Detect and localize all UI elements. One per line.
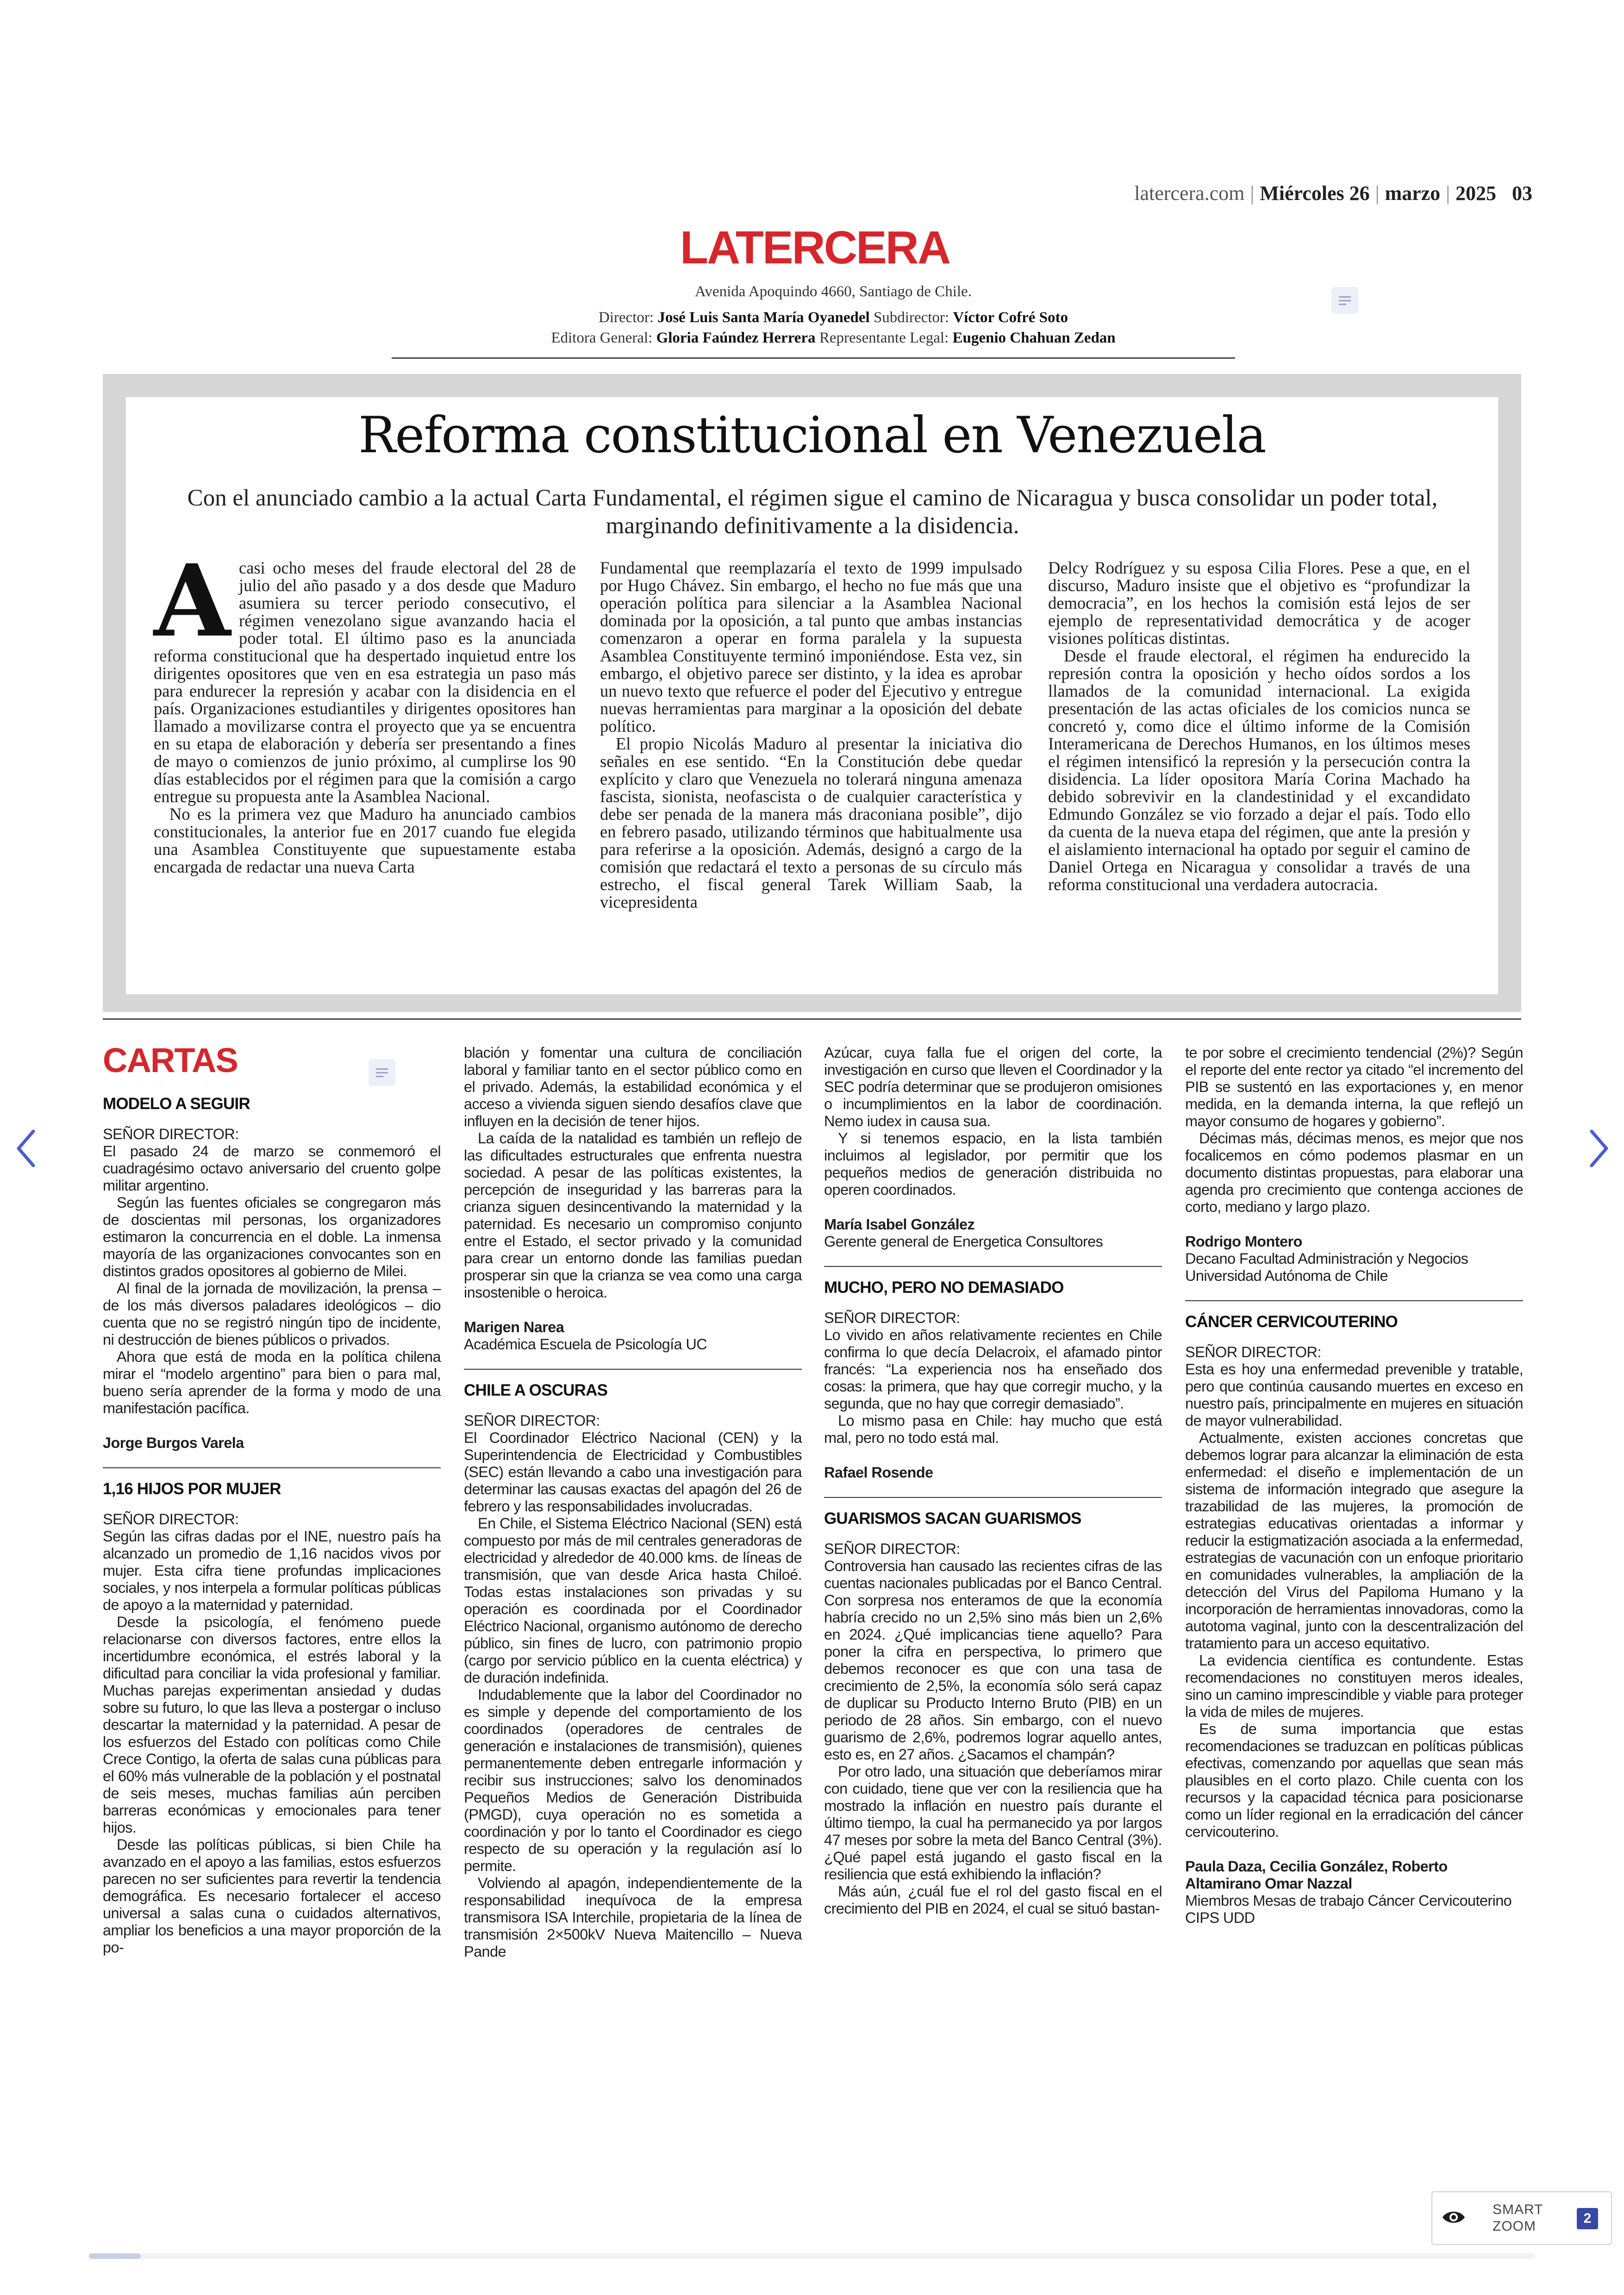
previous-page-button[interactable] xyxy=(9,1123,42,1174)
editora-name: Gloria Faúndez Herrera xyxy=(656,330,816,346)
letter-paragraph: Actualmente, existen acciones concretas que debemos lograr para alcanzar la eliminación de esta enfermedad: el diseño e implementación de un sistema de información integrado que asegure la trazabilidad de las mujeres, la promoción de estrategias educativas orientadas a informar y reducir la estigmatización asociada a la enfermedad, estrategias de vacunación con un enfoque prioritario en comunidades vulnerables, la ampliación de la detección del Virus del Papiloma Humano y la incorporación de herramientas innovadoras, como la autotoma vaginal, junto con la descentralización del tratamiento para un acceso equitativo. xyxy=(1185,1429,1523,1652)
letter-paragraph: Al final de la jornada de movilización, la prensa – de los más diversos paladares ideológicos – dio cuenta que no se registró ningún tipo de incidente, ni destrucción de bienes públicos o privados. xyxy=(103,1280,441,1348)
letters-column-1 xyxy=(103,1091,441,1956)
letter-paragraph: Esta es hoy una enfermedad prevenible y tratable, pero que continúa causando muertes en exceso en nuestro país, principalmente en mujeres en situación de mayor vulnerabilidad. xyxy=(1185,1361,1523,1429)
letter-title: CHILE A OSCURAS xyxy=(464,1381,608,1399)
letter-signer-role: Universidad Autónoma de Chile xyxy=(1185,1267,1388,1284)
letter-paragraph: La caída de la natalidad es también un reflejo de las dificultades estructurales que enfrenta nuestra sociedad. A pesar de las políticas existentes, la percepción de inseguridad y las barreras para la crianza siguen desincentivando la maternidad y la paternidad. Es necesario un compromiso conjunto entre el Estado, el sector privado y la comunidad para crear un entorno donde las familias puedan prosperar sin que la crianza se vea como una carga insostenible o heroica. xyxy=(464,1130,802,1301)
page-number: 03 xyxy=(1512,182,1532,205)
smart-zoom-button[interactable] xyxy=(1431,2191,1612,2245)
editorial-column-1 xyxy=(154,543,576,876)
letter-paragraph: Según las cifras dadas por el INE, nuestro país ha alcanzado un promedio de 1,16 nacidos vivos por mujer. Esta cifra tiene profundas implicaciones sociales, y nos interpela a formular políticas públicas de apoyo a la maternidad y paternidad. xyxy=(103,1528,441,1613)
letter-paragraph: Según las fuentes oficiales se congregaron más de doscientas mil personas, los organizadores estimaron la concurrencia en el doble. La inmensa mayoría de las organizaciones convocantes son en distintos grados opositores al gobierno de Milei. xyxy=(103,1194,441,1279)
letter-salutation: SEÑOR DIRECTOR: xyxy=(824,1540,960,1557)
letter-paragraph: Es de suma importancia que estas recomendaciones se traduzcan en políticas públicas efectivas, comenzando por aquellas que sean más plausibles en el corto plazo. Chile cuenta con los recursos y la capacidad técnica para posicionarse como un líder regional en la erradicación del cáncer cervicouterino. xyxy=(1185,1721,1523,1840)
letter-salutation: SEÑOR DIRECTOR: xyxy=(103,1511,239,1528)
editorial-column-2 xyxy=(600,559,1022,911)
letter-paragraph: Desde las políticas públicas, si bien Chile ha avanzado en el apoyo a las familias, estos esfuerzos parecen no ser suficientes para revertir la tendencia demográfica. Es necesario fortalecer el acceso universal a salas cuna o cuidados alternativos, ampliar los beneficios a una mayor proporción de la po- xyxy=(103,1836,441,1956)
reading-progress-track[interactable] xyxy=(89,2253,1535,2259)
date-month: marzo xyxy=(1385,182,1441,205)
letter-title: MUCHO, PERO NO DEMASIADO xyxy=(824,1278,1064,1297)
page-info: latercera.com | Miércoles 26 | marzo | 2025 03 xyxy=(1134,182,1532,205)
letter-paragraph: Indudablemente que la labor del Coordinador no es simple y depende del comportamiento de los coordinados (operadores de centrales de generación e instalaciones de transmisión), quienes permanentemente deben entregarle información y recibir sus instrucciones; salvo los denominados Pequeños Medios de Generación Distribuida (PMGD), cuya operación no es sometida a coordinación y por lo tanto el Coordinador es ciego respecto de su operación y la regulación así lo permite. xyxy=(464,1686,802,1874)
la-tercera-logo: LATERCERA xyxy=(680,222,950,274)
letter-paragraph: Por otro lado, una situación que deberíamos mirar con cuidado, tiene que ver con la resiliencia que ha mostrado la inflación en nuestro país durante el último tiempo, la cual ha permanecido ya por largos 47 meses por sobre la meta del Banco Central (3%). ¿Qué papel está jugando el gasto fiscal en la resiliencia que está exhibiendo la inflación? xyxy=(824,1763,1162,1883)
letter-paragraph: Controversia han causado las recientes cifras de las cuentas nacionales publicadas por el Banco Central. Con sorpresa nos enteramos de que la economía habría crecido no un 2,5% sino más bien un 2,6% en 2024. ¿Qué implicancias tiene aquello? Para poner la cifra en perspectiva, lo primero que debemos reconocer es que con una tasa de crecimiento de 2,5%, la economía sólo será capaz de duplicar su Producto Interno Bruto (PIB) en un periodo de 28 años. Sin embargo, con el nuevo guarismo de 2,6%, podremos lograr aquello antes, esto es, en 27 años. ¿Sacamos el champán? xyxy=(824,1558,1162,1763)
letter-signature: Rafael Rosende xyxy=(824,1464,933,1481)
director-name: José Luis Santa María Oyanedel xyxy=(657,309,870,326)
letter-paragraph: Lo mismo pasa en Chile: hay mucho que está mal, pero no todo está mal. xyxy=(824,1412,1162,1446)
letter-salutation: SEÑOR DIRECTOR: xyxy=(464,1412,600,1429)
note-icon[interactable] xyxy=(1331,287,1358,314)
letter-signer-role: Decano Facultad Administración y Negocios xyxy=(1185,1250,1468,1267)
editorial-paragraph: No es la primera vez que Maduro ha anunciado cambios constitucionales, la anterior fue en 2017 cuando fue elegida una Asamblea Constituyente que supuestamente estaba encargada de redactar una nueva Carta xyxy=(154,804,576,876)
letter-paragraph: Décimas más, décimas menos, es mejor que nos focalicemos en cómo podemos plasmar en un documento distintas propuestas, para elaborar una agenda pro crecimiento que contenga acciones de corto, mediano y largo plazo. xyxy=(1185,1130,1523,1215)
smart-zoom-count-badge: 2 xyxy=(1577,2208,1598,2229)
masthead-rule xyxy=(392,357,1235,359)
drop-cap: A xyxy=(154,543,231,659)
letter-paragraph: Volviendo al apagón, independientemente de la responsabilidad inequívoca de la empresa transmisora ISA Interchile, propietaria de la línea de transmisión 2×500kV Nueva Maitencillo – Nueva Pande xyxy=(464,1875,802,1960)
letter-paragraph: blación y fomentar una cultura de conciliación laboral y familiar tanto en el sector público como en el privado. Además, la estabilidad económica y el acceso a vivienda siguen siendo desafíos clave que influyen en la decisión de tener hijos. xyxy=(464,1044,802,1129)
letter-salutation: SEÑOR DIRECTOR: xyxy=(1185,1344,1321,1360)
editorial-paragraph: Delcy Rodríguez y su esposa Cilia Flores. Pese a que, en el discurso, Maduro insiste que el objetivo es “profundizar la democracia”, en los hechos la comisión está lejos de ser ejemplo de representatividad democrática y de acoger visiones políticas distintas. xyxy=(1048,558,1470,648)
letter-paragraph: Más aún, ¿cuál fue el rol del gasto fiscal en el crecimiento del PIB en 2024, el cual se situó bastan- xyxy=(824,1883,1162,1917)
letter-paragraph: El pasado 24 de marzo se conmemoró el cuadragésimo octavo aniversario del cruento golpe militar argentino. xyxy=(103,1143,441,1194)
letter-signer-role: Gerente general de Energetica Consultores xyxy=(824,1233,1103,1250)
letter-title: MODELO A SEGUIR xyxy=(103,1095,250,1113)
cartas-section-title: CARTAS xyxy=(103,1041,237,1079)
masthead-address: Avenida Apoquindo 4660, Santiago de Chile. xyxy=(695,283,972,300)
letter-signature: Rodrigo Montero xyxy=(1185,1233,1302,1250)
chevron-left-icon xyxy=(9,1123,42,1174)
letter-paragraph: En Chile, el Sistema Eléctrico Nacional (SEN) está compuesto por más de mil centrales generadoras de electricidad y alrededor de 40.000 kms. de líneas de transmisión, que van desde Arica hasta Chiloé. Todas estas instalaciones son privadas y su operación es coordinada por el Coordinador Eléctrico Nacional, organismo autónomo de derecho público, sin fines de lucro, con patrimonio propio (cargo por servicio público en la cuenta eléctrica) y de duración indefinida. xyxy=(464,1515,802,1686)
letter-divider xyxy=(824,1497,1162,1498)
eye-icon xyxy=(1441,2206,1467,2228)
letters-column-2 xyxy=(464,1044,802,1960)
letter-divider xyxy=(464,1369,802,1370)
letter-title: 1,16 HIJOS POR MUJER xyxy=(103,1480,281,1498)
letter-paragraph: Y si tenemos espacio, en la lista también incluimos al legislador, por permitir que los pequeños medios de generación distribuida no operen coordinados. xyxy=(824,1130,1162,1198)
letter-paragraph: Azúcar, cuya falla fue el origen del corte, la investigación en curso que lleven el Coordinador y la SEC podría determinar que se produjeron omisiones o incumplimientos en la labor de coordinación. Nemo iudex in causa sua. xyxy=(824,1044,1162,1129)
date-weekday: Miércoles 26 xyxy=(1260,182,1370,205)
letter-signature: Marigen Narea xyxy=(464,1319,564,1335)
letter-paragraph: El Coordinador Eléctrico Nacional (CEN) y la Superintendencia de Electricidad y Combustibles (SEC) están llevando a cabo una investigación para determinar las causas exactas del apagón del 26 de febrero y las responsabilidades involucradas. xyxy=(464,1429,802,1515)
letter-paragraph: te por sobre el crecimiento tendencial (2%)? Según el reporte del ente rector ya citado “el incremento del PIB se sustentó en las exportaciones y, en menor medida, en la demanda interna, la que reflejó un mayor consumo de hogares y gobierno”. xyxy=(1185,1044,1523,1129)
section-rule xyxy=(103,1018,1521,1020)
editorial-subtitle: Con el anunciado cambio a la actual Carta Fundamental, el régimen sigue el camino de Nicaragua y busca consolidar un poder total, marginando definitivamente a la disidencia. xyxy=(187,485,1438,539)
letter-divider xyxy=(1185,1300,1523,1301)
smart-zoom-label: SMART ZOOM xyxy=(1493,2202,1543,2234)
editorial-paragraph: El propio Nicolás Maduro al presentar la iniciativa dio señales en ese sentido. “En la Constitución debe quedar explícito y claro que Venezuela no tolerará ninguna amenaza fascista, sionista, neofascista o de cualquier característica y debe ser penada de la manera más draconiana posible”, dijo en febrero pasado, utilizando términos que habitualmente usa para referirse a la oposición. Además, designó a cargo de la comisión que redactará el texto a personas de su círculo más estrecho, el fiscal general Tarek William Saab, la vicepresidenta xyxy=(600,734,1022,911)
letter-salutation: SEÑOR DIRECTOR: xyxy=(824,1310,960,1326)
editorial-column-3 xyxy=(1048,559,1470,893)
letter-divider xyxy=(824,1266,1162,1267)
letter-signer-role: Miembros Mesas de trabajo Cáncer Cervicouterino xyxy=(1185,1892,1512,1909)
letter-paragraph: Ahora que está de moda en la política chilena mirar el “modelo argentino” para bien o para mal, bueno sería aprender de la forma y modo de una manifestación pacífica. xyxy=(103,1348,441,1416)
letter-signature: Paula Daza, Cecilia González, Roberto Altamirano Omar Nazzal xyxy=(1185,1858,1448,1892)
letter-salutation: SEÑOR DIRECTOR: xyxy=(103,1126,239,1142)
site-name: latercera.com xyxy=(1134,182,1245,205)
chevron-right-icon xyxy=(1583,1123,1616,1174)
masthead-director-line: Director: José Luis Santa María Oyanedel Subdirector: Víctor Cofré Soto xyxy=(598,309,1068,326)
letter-title: GUARISMOS SACAN GUARISMOS xyxy=(824,1509,1081,1528)
letter-paragraph: Lo vivido en años relativamente recientes en Chile confirma lo que decía Delacroix, el afamado pintor francés: “La experiencia nos ha enseñado dos cosas: la primera, que hay que corregir mucho, y la segunda, que no hay que corregir demasiado”. xyxy=(824,1327,1162,1412)
date-year: 2025 xyxy=(1455,182,1496,205)
letter-signature: María Isabel González xyxy=(824,1216,975,1233)
letter-signer-role: CIPS UDD xyxy=(1185,1909,1255,1926)
letter-paragraph: La evidencia científica es contundente. Estas recomendaciones no constituyen meros ideales, sino un camino imprescindible y viable para proteger la vida de miles de mujeres. xyxy=(1185,1652,1523,1720)
letter-paragraph: Desde la psicología, el fenómeno puede relacionarse con diversos factores, entre ellos la incertidumbre económica, el estrés laboral y la dificultad para conciliar la vida profesional y familiar. Muchas parejas experimentan ansiedad y dudas sobre su futuro, lo que las lleva a postergar o incluso descartar la maternidad y la paternidad. A pesar de los esfuerzos del Estado con políticas como Chile Crece Contigo, la oferta de salas cuna públicas para el 60% más vulnerable de la población y el postnatal de seis meses, muchas familias aún perciben barreras económicas y emocionales para tener hijos. xyxy=(103,1614,441,1836)
letters-column-3 xyxy=(824,1044,1162,1917)
next-page-button[interactable] xyxy=(1583,1123,1616,1174)
editorial-paragraph: Fundamental que reemplazaría el texto de 1999 impulsado por Hugo Chávez. Sin embargo, el hecho no fue más que una operación política para silenciar a la Asamblea Nacional dominada por la oposición, a tal punto que ambas instancias comenzaron a operar en forma paralela y la supuesta Asamblea Constituyente terminó imponiéndose. Esta vez, sin embargo, el objetivo parece ser distinto, y la idea es aprobar un nuevo texto que refuerce el poder del Ejecutivo y entregue nuevas herramientas para marginar a la oposición del debate político. xyxy=(600,558,1022,736)
letter-signer-role: Académica Escuela de Psicología UC xyxy=(464,1336,707,1353)
representante-name: Eugenio Chahuan Zedan xyxy=(952,330,1116,346)
editorial-title: Reforma constitucional en Venezuela xyxy=(358,406,1266,464)
masthead-editor-line: Editora General: Gloria Faúndez Herrera Representante Legal: Eugenio Chahuan Zedan xyxy=(551,330,1116,346)
letter-title: CÁNCER CERVICOUTERINO xyxy=(1185,1313,1398,1331)
subdirector-name: Víctor Cofré Soto xyxy=(953,309,1068,326)
note-icon[interactable] xyxy=(369,1059,395,1086)
letters-column-4 xyxy=(1185,1044,1523,1927)
letter-divider xyxy=(103,1467,441,1468)
editorial-paragraph: casi ocho meses del fraude electoral del 28 de julio del año pasado y a dos desde que Maduro asumiera su tercer periodo consecutivo, el régimen venezolano sigue avanzando hacia el poder total. El último paso es la anunciada reforma constitucional que ha despertado inquietud entre los dirigentes opositores que ven en esa estrategia un paso más para endurecer la represión y acabar con la disidencia en el país. Organizaciones estudiantiles y dirigentes opositores han llamado a movilizarse contra el proyecto que ya se encuentra en su etapa de elaboración y debería ser presentando a fines de mayo o comienzos de junio próximo, al cumplirse los 90 días establecidos por el régimen para que la comisión a cargo entregue su propuesta ante la Asamblea Nacional. xyxy=(154,558,576,806)
reading-progress-bar xyxy=(89,2253,141,2259)
letter-signature: Jorge Burgos Varela xyxy=(103,1434,244,1451)
editorial-paragraph: Desde el fraude electoral, el régimen ha endurecido la represión contra la oposición y hecho oídos sordos a los llamados de la comunidad internacional. La exigida presentación de las actas oficiales de los comicios nunca se concretó y, como dice el último informe de la Comisión Interamericana de Derechos Humanos, en los últimos meses el régimen intensificó la represión y la persecución contra la disidencia. La líder opositora María Corina Machado ha debido sobrevivir en la clandestinidad y el excandidato Edmundo González se vio forzado a dejar el país. Todo ello da cuenta de la nueva etapa del régimen, que ante la presión y el aislamiento internacional ha optado por seguir el camino de Daniel Ortega en Nicaragua y consolidar a través de una reforma constitucional una verdadera autocracia. xyxy=(1048,646,1470,894)
